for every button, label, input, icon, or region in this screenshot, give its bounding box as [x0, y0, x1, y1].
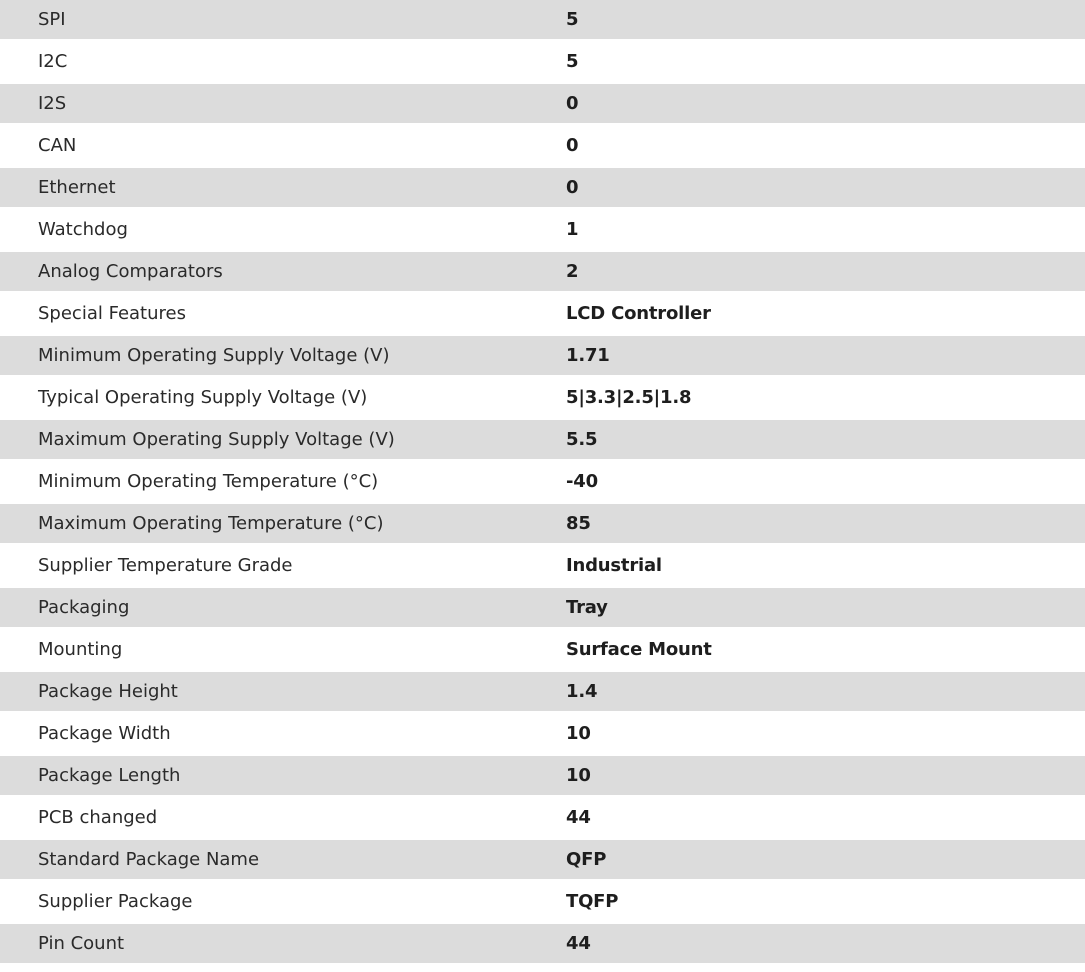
spec-name: Maximum Operating Temperature (°C): [38, 512, 384, 534]
spec-name: PCB changed: [38, 806, 158, 828]
spec-value: 5|3.3|2.5|1.8: [566, 386, 692, 408]
table-row: [0, 924, 1085, 963]
table-row: [0, 504, 1085, 543]
table-row: [0, 840, 1085, 879]
table-row: [0, 879, 1085, 924]
spec-name: Mounting: [38, 638, 123, 660]
spec-name: CAN: [38, 134, 77, 156]
spec-value: Tray: [566, 596, 608, 618]
spec-value: -40: [566, 470, 598, 492]
spec-value: 5: [566, 50, 579, 72]
spec-value: 0: [566, 176, 579, 198]
spec-value: 0: [566, 92, 579, 114]
table-row: [0, 336, 1085, 375]
spec-name: I2C: [38, 50, 68, 72]
spec-name: Supplier Temperature Grade: [38, 554, 293, 576]
table-row: [0, 672, 1085, 711]
spec-value: 44: [566, 932, 591, 954]
spec-value: 0: [566, 134, 579, 156]
table-row: [0, 0, 1085, 39]
spec-name: Supplier Package: [38, 890, 193, 912]
spec-value: 1.4: [566, 680, 598, 702]
spec-value: 85: [566, 512, 591, 534]
table-row: [0, 756, 1085, 795]
table-row: [0, 627, 1085, 672]
spec-value: QFP: [566, 848, 607, 870]
spec-name: Special Features: [38, 302, 186, 324]
spec-value: 1: [566, 218, 579, 240]
spec-name: Typical Operating Supply Voltage (V): [38, 386, 368, 408]
table-row: [0, 420, 1085, 459]
spec-name: Package Length: [38, 764, 181, 786]
table-row: [0, 123, 1085, 168]
spec-name: Minimum Operating Temperature (°C): [38, 470, 379, 492]
spec-value: 5.5: [566, 428, 598, 450]
spec-value: Industrial: [566, 554, 662, 576]
table-row: [0, 588, 1085, 627]
spec-value: 10: [566, 722, 591, 744]
table-row: [0, 207, 1085, 252]
table-row: [0, 795, 1085, 840]
spec-name: Watchdog: [38, 218, 128, 240]
spec-name: Standard Package Name: [38, 848, 260, 870]
spec-value: Surface Mount: [566, 638, 712, 660]
spec-name: Packaging: [38, 596, 130, 618]
table-row: [0, 711, 1085, 756]
spec-name: SPI: [38, 8, 66, 30]
spec-name: Pin Count: [38, 932, 125, 954]
spec-value: 44: [566, 806, 591, 828]
spec-name: Analog Comparators: [38, 260, 223, 282]
spec-name: Package Width: [38, 722, 171, 744]
spec-value: 10: [566, 764, 591, 786]
spec-name: Maximum Operating Supply Voltage (V): [38, 428, 395, 450]
spec-name: I2S: [38, 92, 67, 114]
table-row: [0, 543, 1085, 588]
spec-value: 2: [566, 260, 579, 282]
table-row: [0, 39, 1085, 84]
table-row: [0, 252, 1085, 291]
spec-value: 5: [566, 8, 579, 30]
table-row: [0, 459, 1085, 504]
spec-value: 1.71: [566, 344, 610, 366]
spec-name: Minimum Operating Supply Voltage (V): [38, 344, 390, 366]
table-row: [0, 168, 1085, 207]
table-row: [0, 84, 1085, 123]
spec-value: LCD Controller: [566, 302, 711, 324]
table-row: [0, 291, 1085, 336]
spec-value: TQFP: [566, 890, 619, 912]
spec-name: Package Height: [38, 680, 178, 702]
table-row: [0, 375, 1085, 420]
spec-name: Ethernet: [38, 176, 116, 198]
